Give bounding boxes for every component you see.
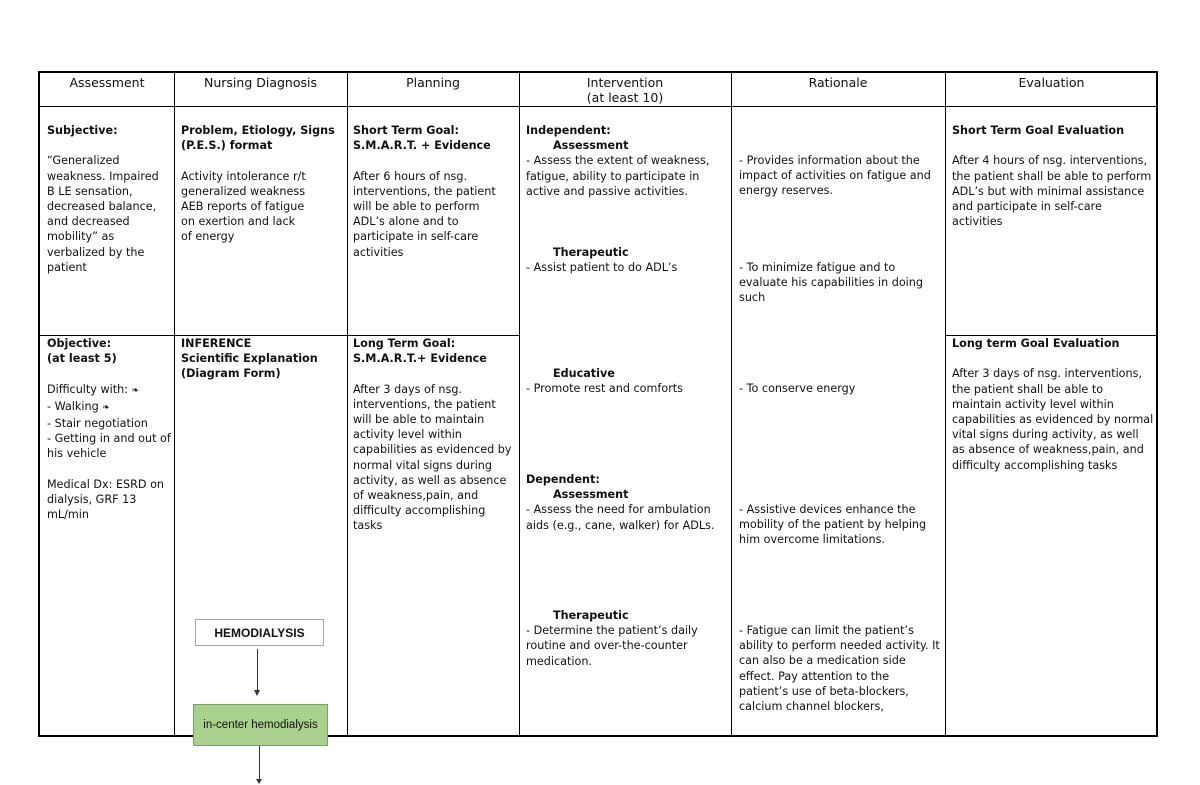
educative-text: - Promote rest and comforts [526,382,684,396]
short-goal-smart: S.M.A.R.T. + Evidence [353,139,491,153]
short-eval-text: After 4 hours of nsg. interventions, the patient shall be able to perform ADL’s but with minimal assistance and participate in self-care activities [952,154,1152,229]
column-divider [519,73,520,735]
medical-dx: Medical Dx: ESRD on dialysis, GRF 13 mL/min [47,477,165,522]
short-eval-section [952,123,1154,229]
column-divider [347,73,348,735]
long-eval-label: Long term Goal Evaluation [952,337,1120,350]
educative-block [526,366,726,396]
ind-therapeutic-block [526,245,726,275]
difficulty-item: - Walking ❧ [47,399,110,413]
subjective-text: “Generalized weakness. Impaired B LE sensation, decreased balance, and decreased mobility” as verbalized by the patient [47,154,159,274]
rationale-4: - Assistive devices enhance the mobility of the patient by helping him overcome limitations. [739,503,927,547]
intervention-title: Intervention [586,75,664,90]
educative-label: Educative [553,367,615,380]
header-planning: Planning [406,75,460,90]
ind-therapeutic-text: - Assist patient to do ADL’s [526,261,678,275]
header-nursing-diagnosis: Nursing Diagnosis [204,75,317,90]
subjective-section [47,123,169,275]
short-eval-label: Short Term Goal Evaluation [952,124,1125,137]
header-rationale: Rationale [808,75,868,90]
independent-label: Independent: [526,124,611,137]
explanation-label: Scientific Explanation [181,352,318,366]
ind-assessment-label: Assessment [553,139,629,153]
pes-section [181,123,343,245]
short-goal-label: Short Term Goal: [353,124,459,137]
header-evaluation: Evaluation [1018,75,1085,90]
arrow-down [259,746,260,780]
dependent-block [526,472,726,533]
header-divider [40,106,1156,107]
diagram-label: (Diagram Form) [181,367,281,381]
dep-therapeutic-block [526,608,726,669]
difficulty-item: - Stair negotiation [47,417,148,430]
pes-text: Activity intolerance r/t generalized weakness AEB reports of fatigue on exertion and lack of energy [181,169,306,244]
in-center-hemodialysis-box: in-center hemodialysis [193,704,328,746]
pointer-icon: ❧ [131,385,140,396]
long-eval-text: After 3 days of nsg. interventions, the patient shall be able to maintain activity level within capabilities as evidenced by normal vital signs during activity, as well as absence of weakness,pain, and difficulty accomplishing tasks [952,367,1154,472]
inference-label: INFERENCE [181,337,252,350]
short-goal-text: After 6 hours of nsg. interventions, the patient will be able to perform ADL’s alone and to participate in self-care activities [353,169,496,259]
dep-therapeutic-label: Therapeutic [553,609,629,622]
hemodialysis-box: HEMODIALYSIS [195,619,324,646]
long-goal-smart: S.M.A.R.T.+ Evidence [353,352,487,366]
difficulty-line [47,382,172,399]
pointer-icon: ❧ [102,402,110,413]
objective-label: Objective: [47,337,112,350]
dep-assessment-label: Assessment [553,488,629,502]
short-goal-section [353,123,513,260]
header-intervention [519,73,731,106]
objective-note: (at least 5) [47,352,117,366]
intervention-note: (at least 10) [586,90,664,105]
arrow-head-icon [254,690,260,696]
objective-section [47,336,172,522]
arrow-head-icon [256,779,262,784]
long-goal-label: Long Term Goal: [353,337,456,350]
ind-therapeutic-label: Therapeutic [553,246,629,259]
arrow-down [257,649,258,691]
dep-assessment-text: - Assess the need for ambulation aids (e.g., cane, walker) for ADLs. [526,503,715,532]
column-divider [174,73,175,735]
difficulty-label: Difficulty with: [47,382,132,396]
rationale-5: - Fatigue can limit the patient’s ability to perform needed activity. It can also be a medication side effect. Pay attention to the patient’s use of beta-blockers, calcium channel blockers, [739,624,940,714]
column-divider [731,73,732,735]
rationale-3: - To conserve energy [739,382,856,395]
dependent-label: Dependent: [526,473,600,486]
pes-label: Problem, Etiology, Signs (P.E.S.) format [181,124,335,153]
ind-assessment-text: - Assess the extent of weakness, fatigue, ability to participate in active and passive activities. [526,154,710,198]
column-divider [945,73,946,735]
rationale-2: - To minimize fatigue and to evaluate his capabilities in doing such [739,261,923,305]
header-assessment: Assessment [69,75,145,90]
dep-therapeutic-text: - Determine the patient’s daily routine and over-the-counter medication. [526,624,698,668]
long-goal-section [353,336,513,534]
subjective-label: Subjective: [47,124,118,137]
rationale-1: - Provides information about the impact of activities on fatigue and energy reserves. [739,154,931,198]
long-eval-section [952,336,1154,473]
independent-block [526,123,726,199]
inference-section [181,336,343,382]
difficulty-item: - Getting in and out of his vehicle [47,432,171,461]
long-goal-text: After 3 days of nsg. interventions, the patient will be able to maintain activity level within capabilities as evidenced by normal vital signs during activity, as well as absence of weakness,pain, and difficulty accomplishing tasks [353,382,512,533]
